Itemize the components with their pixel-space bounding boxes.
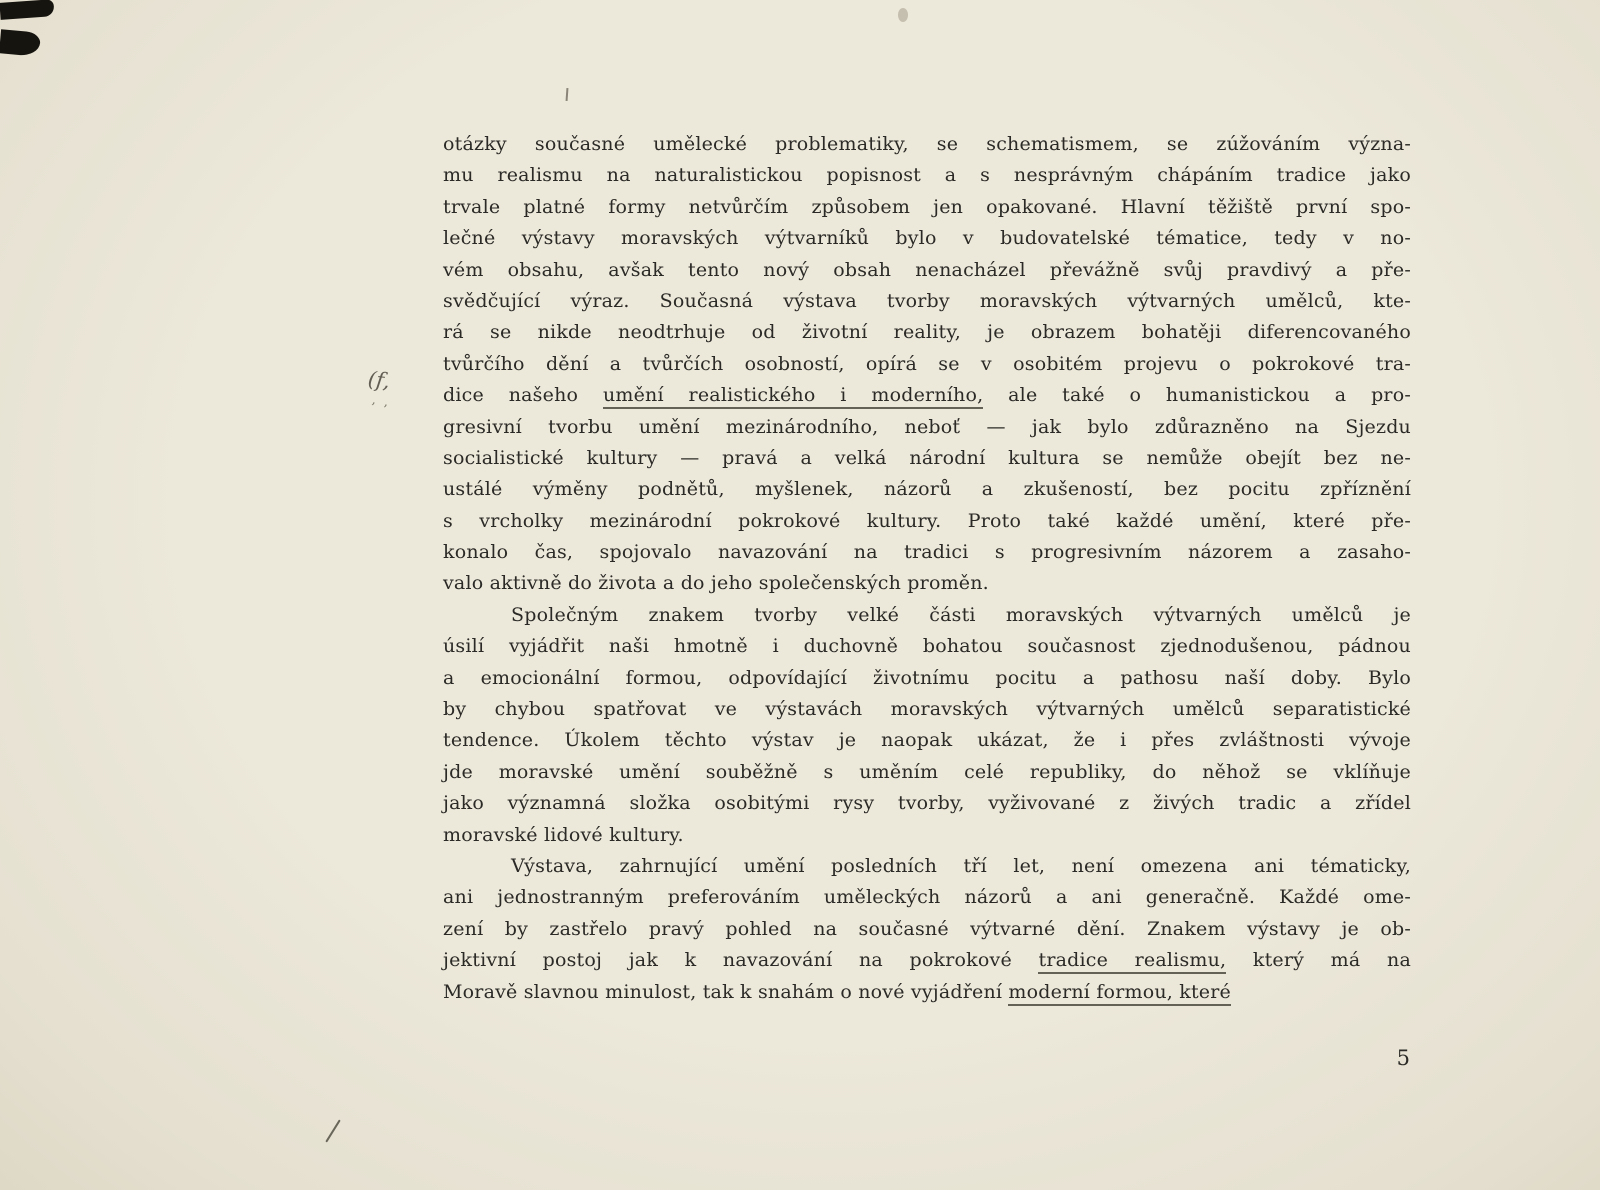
scan-artifact-tick [566, 88, 569, 101]
text-line: Výstava, zahrnující umění posledních tří let, není omezena ani tématicky, [511, 854, 1411, 877]
text-line: trvale platné formy netvůrčím způsobem jen opakované. Hlavní těžiště první spo- [443, 195, 1411, 218]
text-line: a emocionální formou, odpovídající životnímu pocitu a pathosu naší doby. Bylo [443, 666, 1411, 689]
pencil-underline: tradice realismu, [1038, 949, 1226, 974]
handwritten-margin-mark-dots: , , [370, 392, 392, 411]
text-line: lečné výstavy moravských výtvarníků bylo v budovatelské tématice, tedy v no- [443, 227, 1411, 250]
scan-artifact-top-left-1 [0, 0, 55, 20]
text-line: ustálé výměny podnětů, myšlenek, názorů a zkušeností, bez pocitu zpříznění [443, 478, 1411, 501]
text-line: svědčující výraz. Současná výstava tvorby moravských výtvarných umělců, kte- [443, 289, 1411, 312]
pencil-underline: umění realistického i moderního, [603, 384, 983, 409]
paragraph [443, 129, 1411, 600]
text-line: Moravě slavnou minulost, tak k snahám o nové vyjádření moderní formou, které [443, 977, 1411, 1008]
text-line: dice našeho umění realistického i moderního, ale také o humanistickou a pro- [443, 380, 1411, 411]
paragraph [443, 600, 1411, 851]
scan-artifact-top-left-2 [0, 29, 41, 56]
paragraph [443, 851, 1411, 1008]
text-line: by chybou spatřovat ve výstavách moravských výtvarných umělců separatistické [443, 698, 1411, 721]
text-line: tendence. Úkolem těchto výstav je naopak ukázat, že i přes zvláštnosti vývoje [443, 729, 1411, 752]
handwritten-margin-mark: (f, [366, 366, 392, 394]
text-line: jektivní postoj jak k navazování na pokrokové tradice realismu, který má na [443, 945, 1411, 976]
text-line: vém obsahu, avšak tento nový obsah nenacházel převážně svůj pravdivý a pře- [443, 258, 1411, 281]
text-line: jde moravské umění souběžně s uměním celé republiky, do něhož se vklíňuje [443, 760, 1411, 783]
page-number: 5 [1396, 1046, 1411, 1070]
scan-artifact-smudge [898, 8, 908, 22]
handwritten-pencil-stroke [325, 1119, 340, 1142]
text-line: valo aktivně do života a do jeho společenských proměn. [443, 572, 989, 595]
text-line: s vrcholky mezinárodní pokrokové kultury. Proto také každé umění, které pře- [443, 509, 1411, 532]
text-line: rá se nikde neodtrhuje od životní reality, je obrazem bohatěji diferencovaného [443, 321, 1411, 344]
text-block [443, 129, 1411, 1008]
text-line: Společným znakem tvorby velké části moravských výtvarných umělců je [511, 603, 1411, 626]
text-line: gresivní tvorbu umění mezinárodního, neboť — jak bylo zdůrazněno na Sjezdu [443, 415, 1411, 438]
text-line: zení by zastřelo pravý pohled na současné výtvarné dění. Znakem výstavy je ob- [443, 917, 1411, 940]
text-line: konalo čas, spojovalo navazování na tradici s progresivním názorem a zasaho- [443, 541, 1411, 564]
text-line: tvůrčího dění a tvůrčích osobností, opírá se v osobitém projevu o pokrokové tra- [443, 352, 1411, 375]
text-line: moravské lidové kultury. [443, 823, 684, 846]
text-line: socialistické kultury — pravá a velká národní kultura se nemůže obejít bez ne- [443, 446, 1411, 469]
text-line: jako významná složka osobitými rysy tvorby, vyživované z živých tradic a zřídel [443, 792, 1411, 815]
text-line: ani jednostranným preferováním uměleckých názorů a ani generačně. Každé ome- [443, 886, 1411, 909]
text-line: mu realismu na naturalistickou popisnost a s nesprávným chápáním tradice jako [443, 164, 1411, 187]
text-line: úsilí vyjádřit naši hmotně i duchovně bohatou současnost zjednodušenou, pádnou [443, 635, 1411, 658]
pencil-underline: moderní formou, které [1008, 981, 1231, 1006]
text-line: otázky současné umělecké problematiky, se schematismem, se zúžováním význa- [443, 133, 1411, 155]
